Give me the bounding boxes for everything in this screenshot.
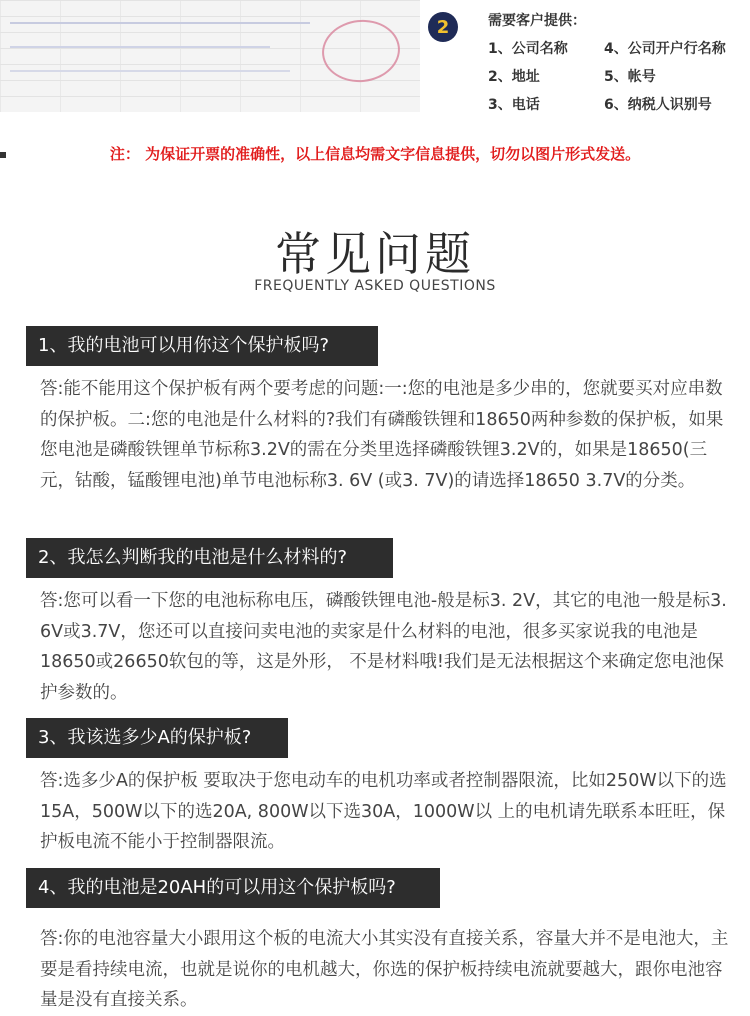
faq-question-4: 4、我的电池是20AH的可以用这个保护板吗? (26, 868, 440, 908)
provide-item: 2、地址 (488, 69, 540, 85)
invoice-line (10, 70, 290, 72)
invoice-line (10, 46, 270, 48)
provide-title: 需要客户提供： (488, 13, 586, 29)
faq-answer-3: 答:选多少A的保护板 要取决于您电动车的电机功率或者控制器限流，比如250W以下的选 15A，500W以下的选20A, 800W以下选30A，1000W以 上的电机请先联系本旺旺，保护板电流不能小于控制器限流。 (40, 771, 727, 852)
provide-item: 1、公司名称 (488, 41, 568, 57)
faq-title: 常见问题 (275, 227, 475, 281)
provide-item: 3、电话 (488, 97, 540, 113)
provide-item: 4、公司开户行名称 (604, 41, 726, 57)
faq-question-1: 1、我的电池可以用你这个保护板吗? (26, 326, 378, 366)
invoice-line (10, 22, 310, 24)
faq-answer-1: 答:能不能用这个保护板有两个要考虑的问题:一:您的电池是多少串的，您就要买对应串数的保护板。二:您的电池是什么材料的?我们有磷酸铁锂和18650两种参数的保护板，如果您电池是磷酸铁锂单节标称3.2V的需在分类里选择磷酸铁锂3.2V的，如果是18650(三元，钴酸，锰酸锂电池)单节电池标称3. 6V (或3. 7V)的请选择18650 3.7V的分类。 (40, 379, 724, 491)
provide-item: 6、纳税人识别号 (604, 97, 712, 113)
step-number-badge: 2 (428, 12, 458, 42)
provide-item: 5、帐号 (604, 69, 656, 85)
faq-question-3: 3、我该选多少A的保护板? (26, 718, 288, 758)
faq-question-2: 2、我怎么判断我的电池是什么材料的? (26, 538, 393, 578)
invoice-note: 注： 为保证开票的准确性，以上信息均需文字信息提供，切勿以图片形式发送。 (109, 145, 641, 163)
invoice-sample-image (0, 0, 420, 112)
faq-subtitle: FREQUENTLY ASKED QUESTIONS (254, 278, 496, 294)
faq-answer-4: 答:你的电池容量大小跟用这个板的电流大小其实没有直接关系，容量大并不是电池大，主要是看持续电流，也就是说你的电机越大，你选的保护板持续电流就要越大，跟你电池容量是没有直接关系。 (40, 929, 729, 1010)
faq-answer-2: 答:您可以看一下您的电池标称电压，磷酸铁锂电池-般是标3. 2V，其它的电池一般是标3. 6V或3.7V，您还可以直接问卖电池的卖家是什么材料的电池，很多买家说我的电池是18650或26650软包的等，这是外形， 不是材料哦!我们是无法根据这个来确定您电池保护参数的。 (40, 591, 727, 703)
